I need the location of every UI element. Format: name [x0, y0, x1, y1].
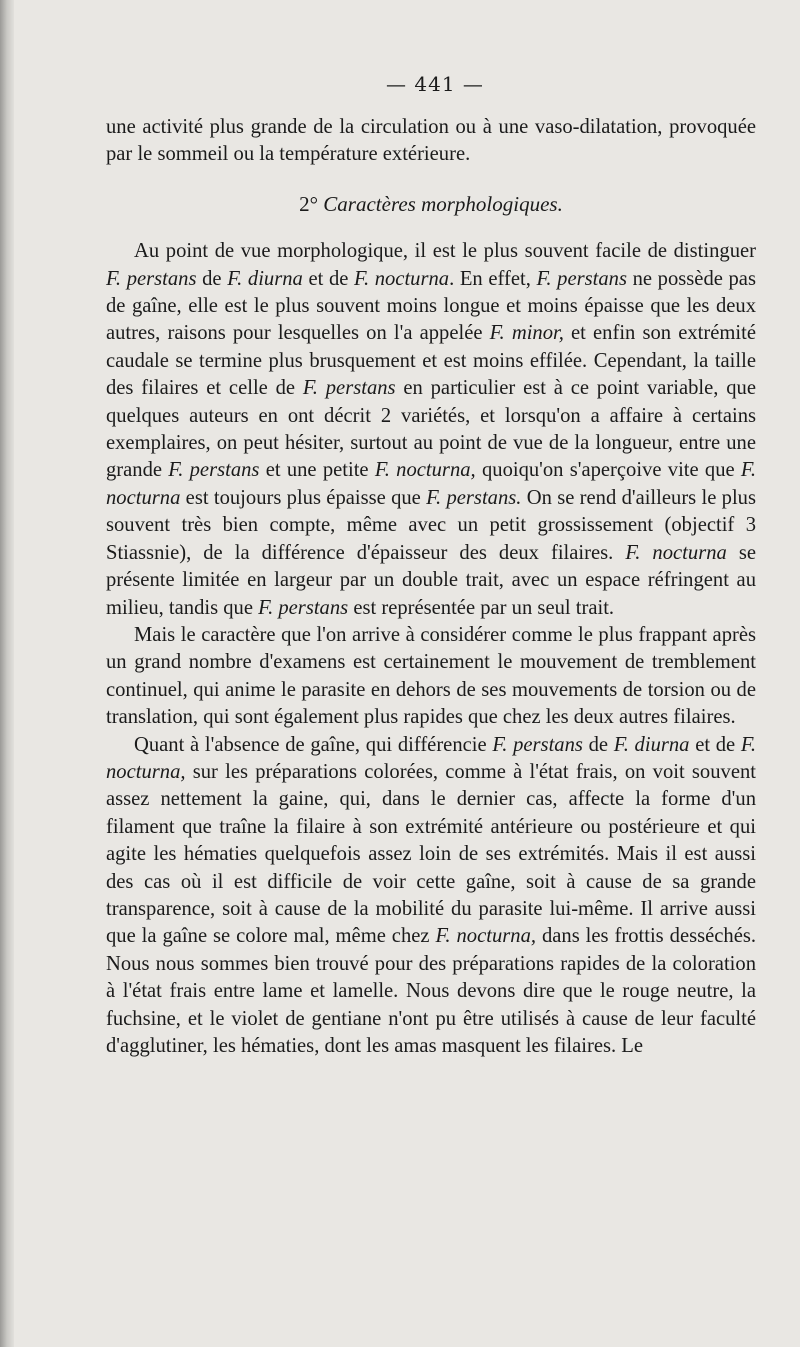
paragraph-sheath: Quant à l'absence de gaîne, qui différencie F. perstans de F. diurna et de F. nocturna, sur les préparations colorées, comme à l'état frais, on voit souvent assez nettement la gaine, qui, dans le dernier cas, affecte la forme d'un filament que traîne la filaire à son extrémité antérieure ou postérieure et qui agite les hématies quelquefois assez loin de ses extrémités. Mais il est aussi des cas où il est difficile de voir cette gaîne, soit à cause de sa grande transparence, soit à cause de la mobilité du parasite lui-même. Il arrive aussi que la gaîne se colore mal, même chez F. nocturna, dans les frottis desséchés. Nous nous sommes bien trouvé pour des préparations rapides de la coloration à l'état frais entre lame et lamelle. Nous devons dire que le rouge neutre, la fuchsine, et le violet de gentiane n'ont pu être utilisés à cause de leur faculté d'agglutiner, les hématies, dont les amas masquent les filaires. Le	[106, 733, 757, 1057]
book-spine-shadow	[0, 0, 14, 1347]
paragraph-continued: une activité plus grande de la circulation ou à une vaso-dilatation, provoquée par le sommeil ou la température extérieure.	[106, 116, 756, 166]
page-body	[106, 114, 756, 1060]
section-number: 2°	[299, 191, 319, 216]
section-heading	[106, 191, 756, 218]
section-title: Caractères morphologiques.	[323, 191, 563, 216]
paragraph-morphology: Au point de vue morphologique, il est le plus souvent facile de distinguer F. perstans de F. diurna et de F. nocturna. En effet, F. perstans ne possède pas de gaîne, elle est le plus souvent moins longue et moins épaisse que les deux autres, raisons pour lesquelles on l'a appelée F. minor, et enfin son extrémité caudale se termine plus brusquement et est moins effilée. Cependant, la taille des filaires et celle de F. perstans en particulier est à ce point variable, que quelques auteurs en ont décrit 2 variétés, et lorsqu'on a affaire à certains exemplaires, on peut hésiter, surtout au point de vue de la longueur, entre une grande F. perstans et une petite F. nocturna, quoiqu'on s'aperçoive vite que F. nocturna est toujours plus épaisse que F. perstans. On se rend d'ailleurs le plus souvent très bien compte, même avec un petit grossissement (objectif 3 Stiassnie), de la différence d'épaisseur des deux filaires. F. nocturna se présente limitée en largeur par un double trait, avec un espace réfringent au milieu, tandis que F. perstans est représentée par un seul trait.	[106, 240, 756, 619]
paragraph-movement: Mais le caractère que l'on arrive à considérer comme le plus frappant après un grand nombre d'examens est certainement le mouvement de tremblement continuel, qui anime le parasite en dehors de ses mouvements de torsion ou de translation, qui sont également plus rapides que chez les deux autres filaires.	[106, 623, 756, 729]
page-number: — 441 —	[386, 72, 484, 96]
